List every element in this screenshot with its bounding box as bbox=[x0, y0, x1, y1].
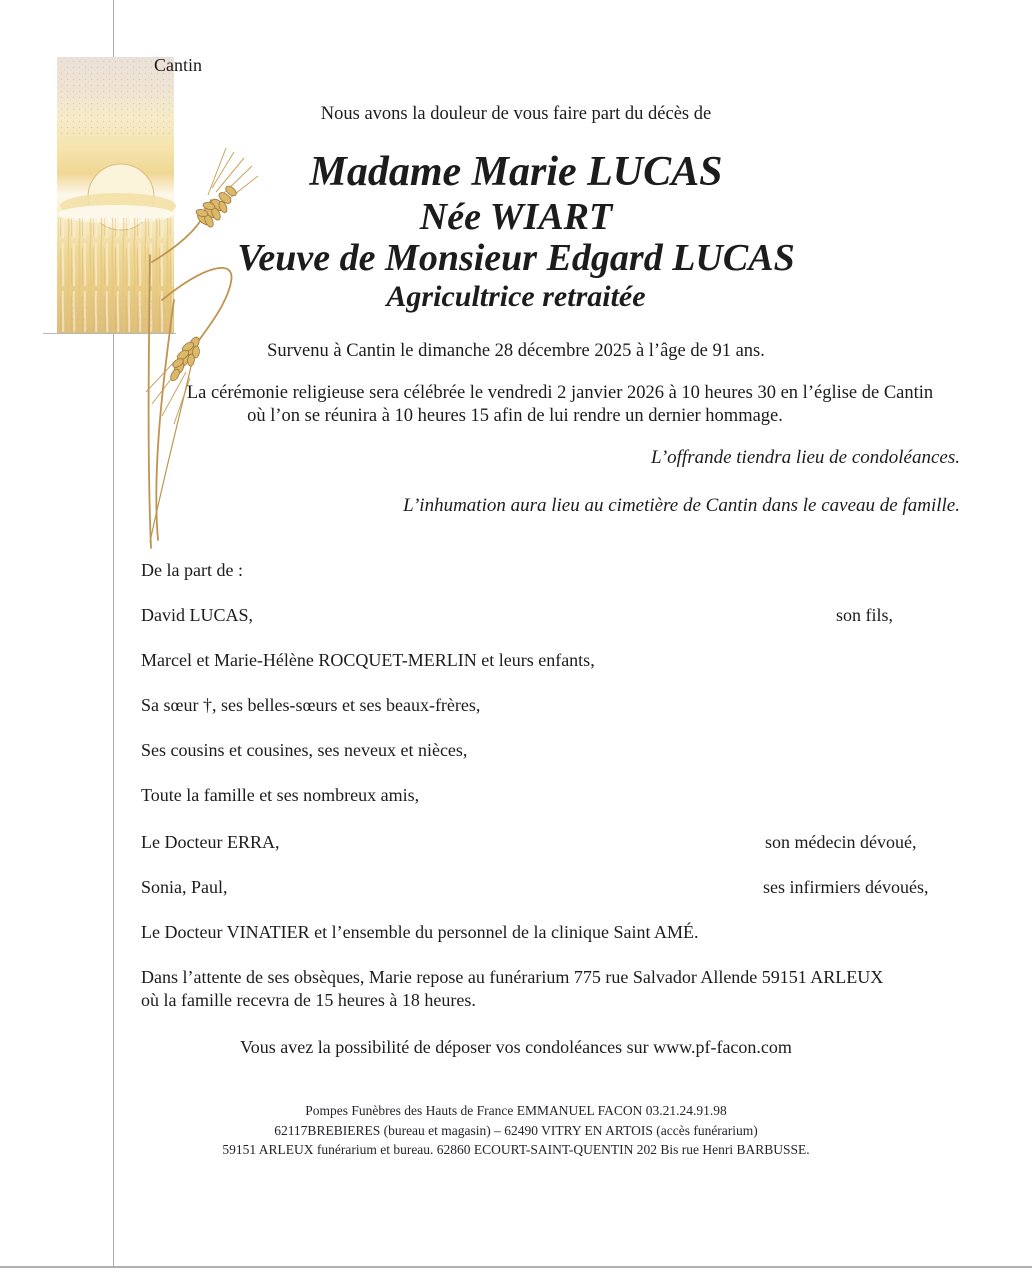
family-row bbox=[141, 605, 960, 629]
family-row bbox=[141, 650, 960, 674]
repose-line-2: où la famille recevra de 15 heures à 18 heures. bbox=[141, 990, 476, 1010]
family-member: David LUCAS, bbox=[141, 605, 253, 625]
family-member: Le Docteur VINATIER et l’ensemble du personnel de la clinique Saint AMÉ. bbox=[141, 922, 699, 942]
family-member: Le Docteur ERRA, bbox=[141, 832, 280, 852]
family-member: Sa sœur †, ses belles-sœurs et ses beaux-frères, bbox=[141, 695, 481, 715]
deceased-widow-line: Veuve de Monsieur Edgard LUCAS bbox=[237, 237, 795, 279]
deceased-maiden-name: Née WIART bbox=[419, 196, 613, 238]
funeral-home-line-3: 59151 ARLEUX funérarium et bureau. 62860 ECOURT-SAINT-QUENTIN 202 Bis rue Henri BARBUSSE. bbox=[222, 1142, 810, 1157]
ceremony-line-2: où l’on se réunira à 10 heures 15 afin de lui rendre un dernier hommage. bbox=[247, 406, 783, 426]
family-row bbox=[141, 832, 960, 856]
family-member: Marcel et Marie-Hélène ROCQUET-MERLIN et leurs enfants, bbox=[141, 650, 595, 670]
offering-line: L’offrande tiendra lieu de condoléances. bbox=[650, 447, 960, 468]
family-row bbox=[141, 922, 960, 946]
deceased-name: Madame Marie LUCAS bbox=[309, 149, 723, 195]
family-row bbox=[141, 785, 960, 809]
family-member: Sonia, Paul, bbox=[141, 877, 228, 897]
death-notice-line: Survenu à Cantin le dimanche 28 décembre 2025 à l’âge de 91 ans. bbox=[267, 341, 765, 361]
condolences-website-line: Vous avez la possibilité de déposer vos condoléances sur www.pf-facon.com bbox=[240, 1037, 792, 1057]
family-member: Toute la famille et ses nombreux amis, bbox=[141, 785, 420, 805]
family-row bbox=[141, 695, 960, 719]
family-row bbox=[141, 877, 960, 901]
family-row bbox=[141, 740, 960, 764]
family-member: Ses cousins et cousines, ses neveux et nièces, bbox=[141, 740, 468, 760]
funeral-home-line-1: Pompes Funèbres des Hauts de France EMMANUEL FACON 03.21.24.91.98 bbox=[305, 1103, 727, 1118]
ceremony-line-1: La cérémonie religieuse sera célébrée le vendredi 2 janvier 2026 à 10 heures 30 en l’église de Cantin bbox=[186, 383, 934, 403]
deceased-occupation: Agricultrice retraitée bbox=[386, 280, 646, 313]
from-label: De la part de : bbox=[141, 560, 243, 580]
page-bottom-edge bbox=[0, 1266, 1032, 1268]
family-relation: ses infirmiers dévoués, bbox=[763, 877, 929, 897]
family-relation: son médecin dévoué, bbox=[765, 832, 917, 852]
burial-line: L’inhumation aura lieu au cimetière de Cantin dans le caveau de famille. bbox=[403, 495, 960, 516]
city-label: Cantin bbox=[154, 55, 202, 75]
family-relation: son fils, bbox=[836, 605, 894, 625]
funeral-home-line-2: 62117BREBIERES (bureau et magasin) – 62490 VITRY EN ARTOIS (accès funérarium) bbox=[274, 1123, 758, 1138]
intro-line: Nous avons la douleur de vous faire part du décès de bbox=[320, 104, 712, 124]
repose-line-1: Dans l’attente de ses obsèques, Marie repose au funérarium 775 rue Salvador Allende 59151 ARLEUX bbox=[141, 967, 884, 987]
